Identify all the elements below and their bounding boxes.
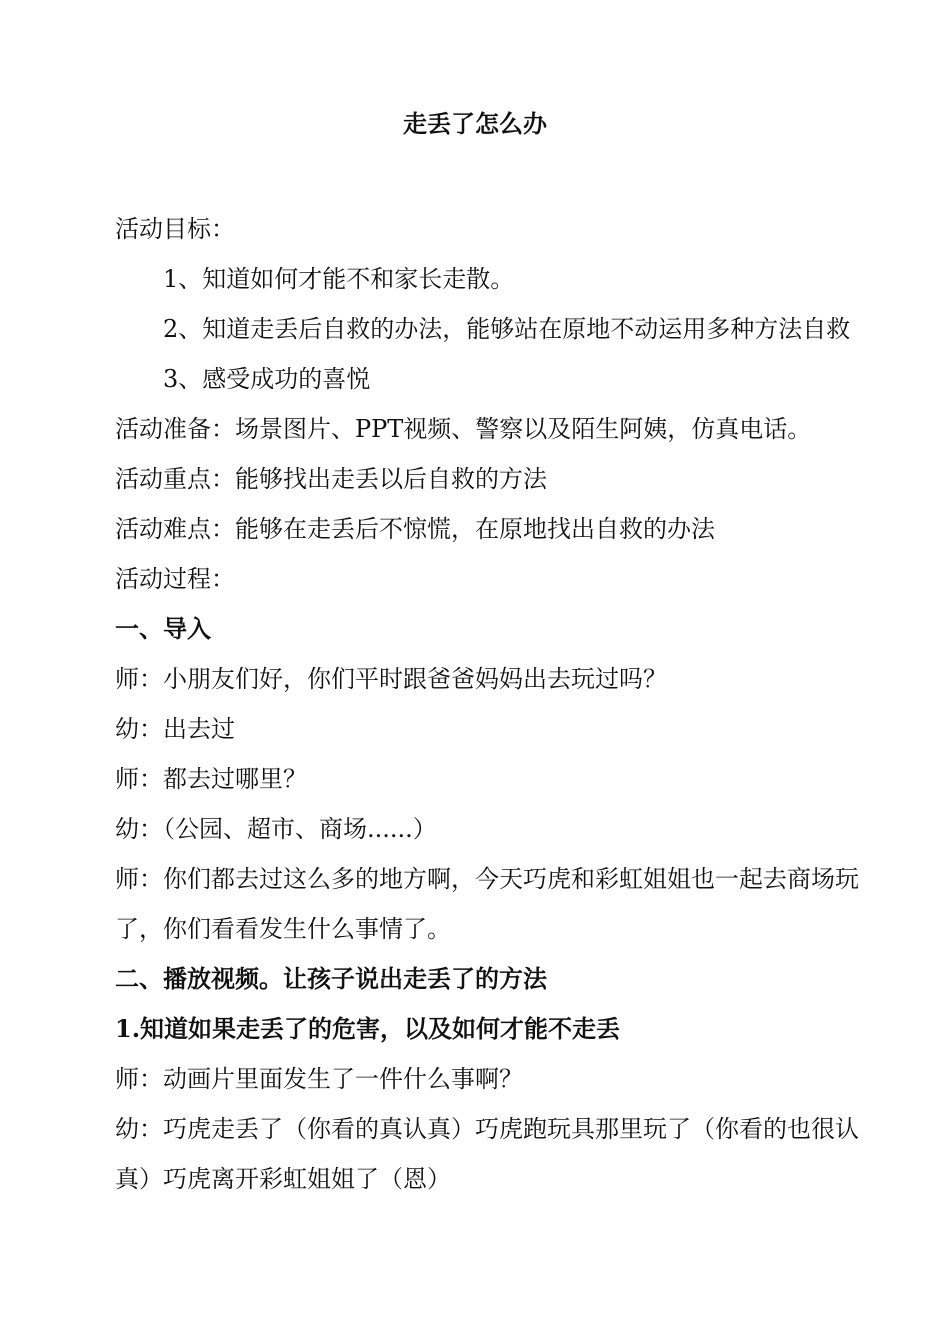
dialogue-line: 师：都去过哪里？	[115, 765, 307, 793]
objective-item-2: 2、知道走丢后自救的办法，能够站在原地不动运用多种方法自救	[163, 315, 851, 343]
objective-item-1: 1、知道如何才能不和家长走散。	[163, 265, 515, 293]
document-title: 走丢了怎么办	[403, 109, 547, 138]
dialogue-line: 幼：出去过	[115, 715, 235, 743]
dialogue-line: 师：动画片里面发生了一件什么事啊？	[115, 1065, 523, 1093]
dialogue-line: 师：小朋友们好，你们平时跟爸爸妈妈出去玩过吗？	[115, 665, 667, 693]
key-point-line: 活动重点：能够找出走丢以后自救的方法	[115, 465, 547, 493]
preparation-line: 活动准备：场景图片、PPT视频、警察以及陌生阿姨，仿真电话。	[115, 415, 812, 443]
heading-introduction: 一、导入	[115, 614, 211, 643]
dialogue-line: 幼：巧虎走丢了（你看的真认真）巧虎跑玩具那里玩了（你看的也很认真）巧虎离开彩虹姐姐了（恩）	[115, 1115, 859, 1193]
heading-play-video: 二、播放视频。让孩子说出走丢了的方法	[115, 964, 547, 993]
difficulty-line: 活动难点：能够在走丢后不惊慌，在原地找出自救的办法	[115, 515, 715, 543]
section-label-process: 活动过程：	[115, 565, 235, 593]
document-body	[115, 204, 863, 1204]
section-label-objectives: 活动目标：	[115, 215, 235, 243]
objective-item-3: 3、感受成功的喜悦	[163, 365, 371, 393]
subheading-dangers: 1.知道如果走丢了的危害，以及如何才能不走丢	[115, 1014, 621, 1043]
dialogue-line: 幼：（公园、超市、商场......）	[115, 815, 437, 843]
dialogue-line: 师：你们都去过这么多的地方啊，今天巧虎和彩虹姐姐也一起去商场玩了，你们看看发生什么事情了。	[115, 865, 859, 943]
